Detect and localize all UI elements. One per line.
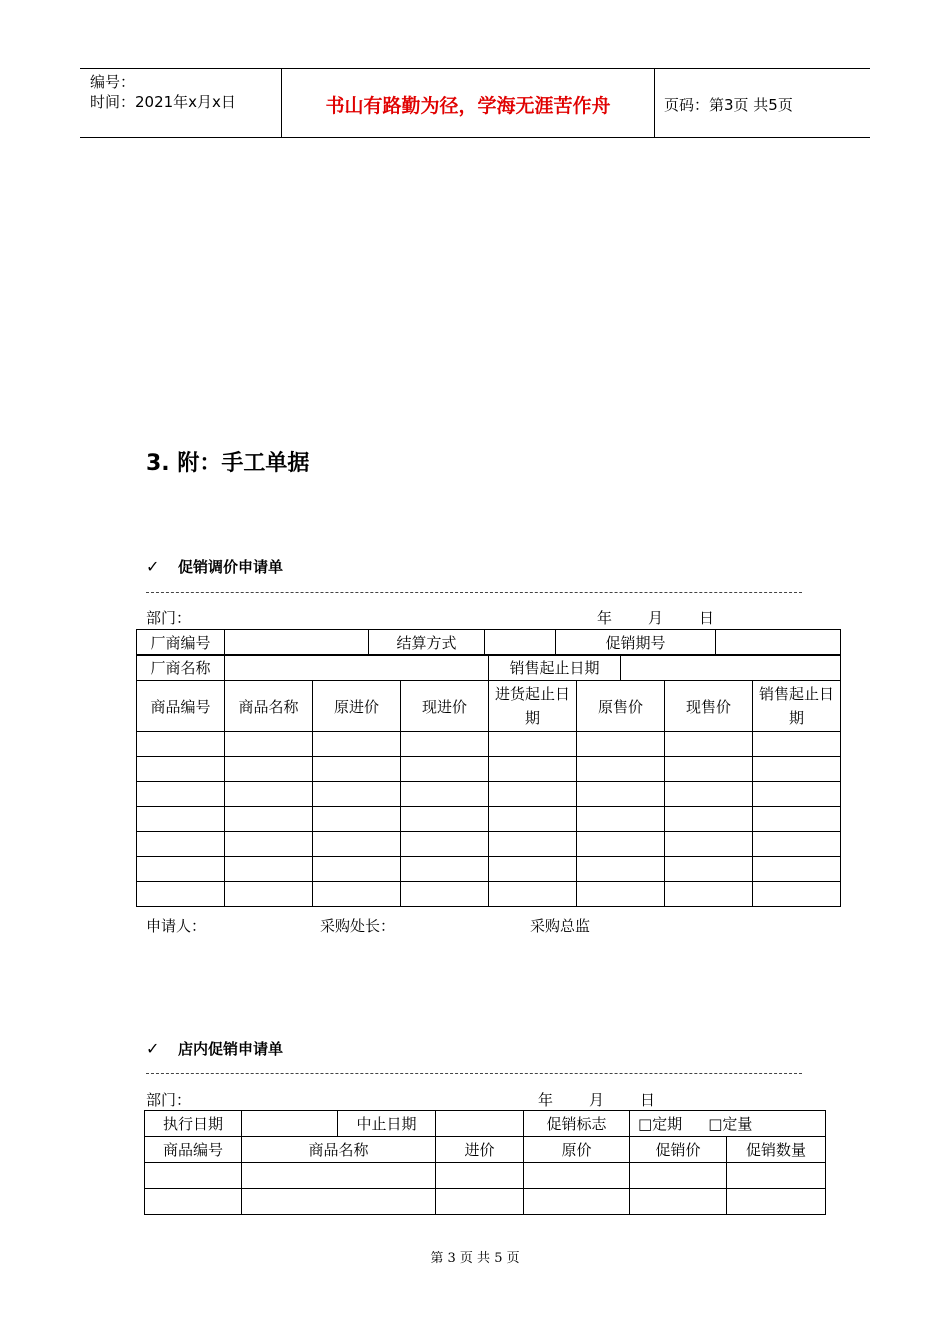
table-cell[interactable] [313,807,401,832]
col-item-name: 商品名称 [225,681,313,732]
form1-date-year: 年 [597,609,613,627]
form1-dept-label: 部门： [146,609,192,627]
table-row [145,1163,826,1189]
table-cell[interactable] [577,782,665,807]
form2-title: 店内促销申请单 [178,1040,284,1058]
form1-label-vendor-name: 厂商名称 [137,655,225,681]
table-cell[interactable] [313,732,401,757]
form2-date-day: 日 [640,1091,656,1109]
col-item-code: 商品编号 [137,681,225,732]
checkbox-fixed-quantity[interactable]: □定量 [708,1115,753,1133]
form1-label-sale-dates: 销售起止日期 [489,655,621,681]
check-icon: ✓ [146,557,160,576]
form1-field-vendor-name[interactable] [225,655,489,681]
col-cost: 进价 [436,1137,524,1163]
form1-field-sale-dates[interactable] [621,655,841,681]
col-item-code: 商品编号 [145,1137,242,1163]
header-page-cell [654,69,870,137]
table-cell[interactable] [137,832,225,857]
table-cell[interactable] [225,757,313,782]
table-cell[interactable] [137,857,225,882]
table-cell[interactable] [753,832,841,857]
table-cell[interactable] [630,1189,727,1215]
col-orig-price: 原价 [524,1137,630,1163]
code-label: 编号： [90,73,136,91]
form1-label-vendor-code: 厂商编号 [137,630,225,656]
col-promo-price: 促销价 [630,1137,727,1163]
col-new-price: 现售价 [665,681,753,732]
form2-column-header-row [145,1137,826,1163]
form2-date-month: 月 [589,1091,605,1109]
col-promo-qty: 促销数量 [727,1137,826,1163]
page-label: 页码：第3页 共5页 [664,96,793,114]
page-header [80,68,870,138]
header-meta [80,69,280,137]
table-cell[interactable] [489,882,577,907]
form1-title: 促销调价申请单 [178,558,284,576]
table-cell[interactable] [401,807,489,832]
table-cell[interactable] [665,882,753,907]
table-cell[interactable] [225,732,313,757]
table-cell[interactable] [577,832,665,857]
table-cell[interactable] [436,1189,524,1215]
table-cell[interactable] [577,757,665,782]
table-cell[interactable] [753,732,841,757]
table-cell[interactable] [137,732,225,757]
form2-promo-flag-options [630,1111,826,1137]
table-cell[interactable] [577,857,665,882]
col-new-cost: 现进价 [401,681,489,732]
table-cell[interactable] [665,832,753,857]
form1-date-day: 日 [699,609,715,627]
form1-label-settlement: 结算方式 [369,630,485,656]
table-row [137,807,841,832]
sig-purchase-head: 采购处长： [320,917,396,935]
form2-label-start-date: 执行日期 [145,1111,242,1137]
form1-items-table [136,680,841,907]
table-row [137,882,841,907]
header-motto-cell [281,69,655,137]
table-cell[interactable] [727,1163,826,1189]
table-cell[interactable] [753,782,841,807]
table-cell[interactable] [225,857,313,882]
table-cell[interactable] [524,1189,630,1215]
form2-field-end-date[interactable] [436,1111,524,1137]
col-orig-price: 原售价 [577,681,665,732]
table-cell[interactable] [665,857,753,882]
table-cell[interactable] [225,782,313,807]
table-cell[interactable] [137,807,225,832]
table-row [137,782,841,807]
col-sale-dates: 销售起止日期 [753,681,841,732]
table-cell[interactable] [489,782,577,807]
table-row [137,757,841,782]
form1-dashed-divider [146,592,802,593]
table-cell[interactable] [313,782,401,807]
table-cell[interactable] [401,832,489,857]
table-cell[interactable] [145,1163,242,1189]
table-cell[interactable] [401,732,489,757]
table-cell[interactable] [225,832,313,857]
table-cell[interactable] [489,732,577,757]
table-cell[interactable] [313,832,401,857]
table-cell[interactable] [753,857,841,882]
form1-field-settlement[interactable] [485,630,556,656]
form2-label-end-date: 中止日期 [338,1111,436,1137]
col-purchase-dates: 进货起止日期 [489,681,577,732]
table-cell[interactable] [401,757,489,782]
table-row [137,732,841,757]
table-cell[interactable] [665,732,753,757]
sig-applicant: 申请人： [146,917,207,935]
form2-dept-label: 部门： [146,1091,192,1109]
table-cell[interactable] [225,807,313,832]
form2-label-promo-flag: 促销标志 [524,1111,630,1137]
table-cell[interactable] [401,857,489,882]
table-row [145,1189,826,1215]
checkbox-fixed-period[interactable]: □定期 [638,1115,683,1133]
table-cell[interactable] [313,757,401,782]
form2-field-start-date[interactable] [242,1111,338,1137]
form2-title-row [146,1038,283,1059]
form2-items-table [144,1136,826,1215]
time-label: 时间：2021年x月x日 [90,93,236,111]
table-cell[interactable] [137,782,225,807]
col-orig-cost: 原进价 [313,681,401,732]
form1-header-table-2 [136,654,841,681]
form1-column-header-row [137,681,841,732]
form1-title-row [146,556,283,577]
table-cell[interactable] [401,882,489,907]
form1-header-table [136,629,841,656]
table-cell[interactable] [577,807,665,832]
check-icon: ✓ [146,1039,160,1058]
form2-header-table [144,1110,826,1137]
section-title: 3. 附：手工单据 [146,451,310,476]
table-cell[interactable] [242,1189,436,1215]
table-cell[interactable] [489,757,577,782]
form1-date-month: 月 [648,609,664,627]
table-cell[interactable] [225,882,313,907]
table-cell[interactable] [145,1189,242,1215]
table-cell[interactable] [753,882,841,907]
table-cell[interactable] [313,882,401,907]
page-footer: 第 3 页 共 5 页 [430,1251,520,1266]
form1-field-vendor-code[interactable] [225,630,369,656]
table-cell[interactable] [137,757,225,782]
table-cell[interactable] [524,1163,630,1189]
table-cell[interactable] [727,1189,826,1215]
table-cell[interactable] [665,782,753,807]
table-cell[interactable] [577,732,665,757]
table-cell[interactable] [753,757,841,782]
form2-date-year: 年 [538,1091,554,1109]
table-cell[interactable] [489,857,577,882]
table-cell[interactable] [753,807,841,832]
table-cell[interactable] [489,832,577,857]
sig-purchase-director: 采购总监 [530,917,591,935]
table-row [137,857,841,882]
col-item-name: 商品名称 [242,1137,436,1163]
table-cell[interactable] [436,1163,524,1189]
form2-dashed-divider [146,1073,802,1074]
table-cell[interactable] [242,1163,436,1189]
form1-label-promo-period: 促销期号 [556,630,716,656]
table-row [137,832,841,857]
table-cell[interactable] [665,807,753,832]
motto: 书山有路勤为径，学海无涯苦作舟 [325,95,611,117]
table-cell[interactable] [577,882,665,907]
table-cell[interactable] [137,882,225,907]
table-cell[interactable] [665,757,753,782]
form1-field-promo-period[interactable] [716,630,841,656]
table-cell[interactable] [489,807,577,832]
table-cell[interactable] [401,782,489,807]
table-cell[interactable] [630,1163,727,1189]
table-cell[interactable] [313,857,401,882]
